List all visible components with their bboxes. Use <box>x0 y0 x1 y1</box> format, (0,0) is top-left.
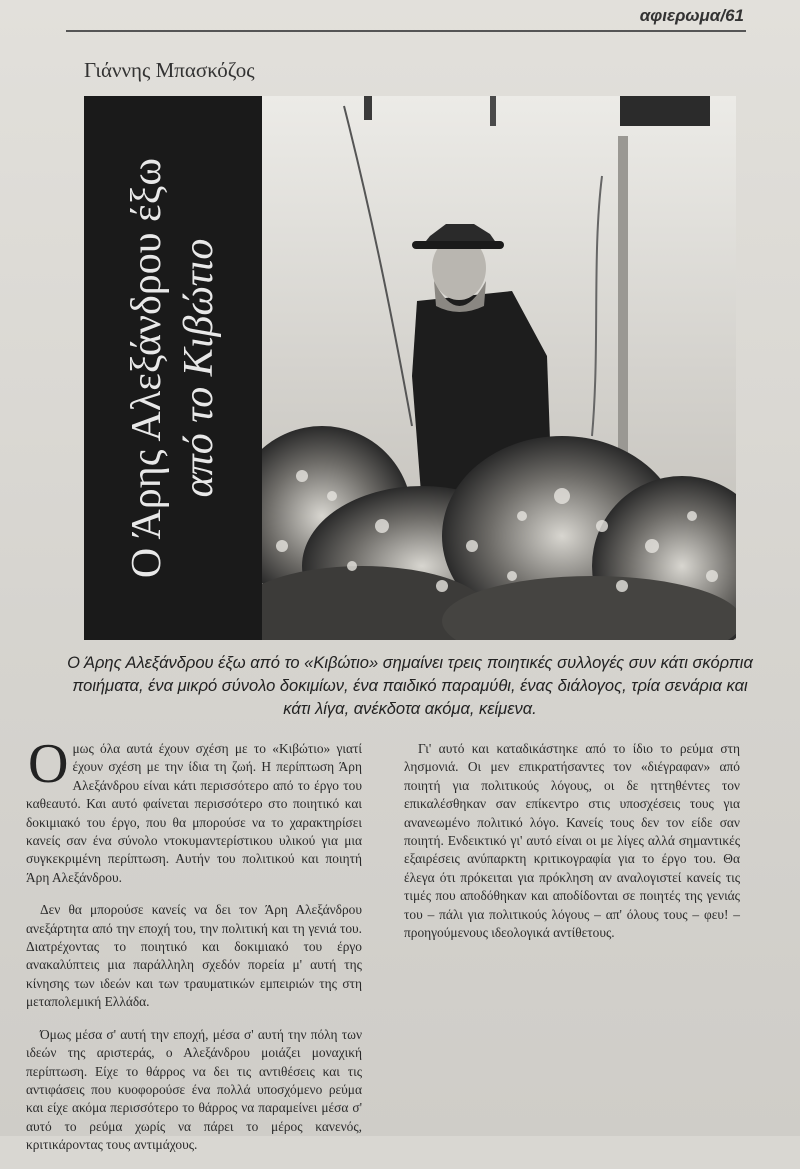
article-column-left <box>26 733 362 1169</box>
paragraph-1 <box>26 733 362 887</box>
drop-cap: Ο <box>28 733 69 795</box>
article-lead: Ο Άρης Αλεξάνδρου έξω από το «Κιβώτιο» σημαίνει τρεις ποιητικές συλλογές συν κάτι σκόρπια ποιήματα, ένα μικρό σύνολο δοκιμίων, ένα παιδικό παραμύθι, ένας διάλογος, τρία σενάρια και κάτι λίγα, ανέκδοτα ακόμα, κείμενα. <box>67 654 753 718</box>
author-name: Γιάννης Μπασκόζος <box>84 58 255 82</box>
header-rule <box>66 30 746 32</box>
title-line-1: Ο Άρης Αλεξάνδρου έξω <box>124 157 170 579</box>
section-page-label: αφιερωμα/61 <box>639 6 744 25</box>
photo-illustration <box>262 96 736 640</box>
paragraph-2: Δεν θα μπορούσε κανείς να δει τον Άρη Αλεξάνδρου ανεξάρτητα από την εποχή του, την πολιτική και τη γενιά του. Διατρέχοντας το ποιητικό και δοκιμιακό του έργο ανακαλύπτεις μια παράλληλη σχεδόν πορεία μ' αυτή της κίνησης των ιδεών και των τραυματικών εμπειριών της στη μεταπολεμική Ελλάδα. <box>26 902 362 1010</box>
paragraph-1-text: μως όλα αυτά έχουν σχέση με το «Κιβώτιο» γιατί έχουν σχέση με την ίδια τη ζωή. Η περίπτωση Άρη Αλεξάνδρου είναι κάτι περισσότερο από το έργο του καθεαυτό. Και αυτό φαίνεται περισσότερο στο ποιητικό και δοκιμιακό του έργο, που θα μπορούσε να το χαρακτηρίσει κανείς σαν ένα σύνολο ντοκυμαντερίστικου υλικού για μια συγκεκριμένη περίπτωση. Αυτήν του πολιτικού και ποιητή Άρη Αλεξάνδρου. <box>26 741 362 885</box>
paragraph-4: Γι' αυτό και καταδικάστηκε από το ίδιο το ρεύμα στη λησμονιά. Οι μεν επικρατήσαντες τον «διέγραφαν» από ποιητή για πολιτικούς λόγους, οι δε ηττηθέντες τον επικαλέσθηκαν σαν επίκεντρο στις υποσχέσεις τους για ανανεωμένο πολιτικό λόγο. Κανείς τους δεν τον είδε σαν ποιητή. Ενδεικτικό γι' αυτό είναι οι με λίγες αλλά σημαντικές εξαιρέσεις ανύπαρκτη κριτικογραφία για το έργο του. Θα έλεγα ότι πρόκειται για πρόκληση αν αναλογιστεί κανείς τις τιμές που αποδόθηκαν και αποδίδονται σε ποιητές της γενιάς του – πάλι για πολιτικούς λόγους – απ' όλους τους – φευ! – προηγούμενους ιδεολογικά αντίθετους. <box>404 741 740 941</box>
article-column-right <box>404 740 740 956</box>
paragraph-3: Όμως μέσα σ' αυτή την εποχή, μέσα σ' αυτή την πόλη των ιδεών της αριστεράς, ο Αλεξάνδρου μοιάζει μοναχική περίπτωση. Είχε το θάρρος να δει τις αντιθέσεις και τις αντιφάσεις που κυοφορούσε ένα πολλά υποσχόμενο ρεύμα και είχε ακόμα περισσότερο το θάρρος να παραμείνει μέσα σ' αυτό το ρεύμα χωρίς να πάρει το μέρος κανενός, κριτικάροντας τους αντιμάχους. <box>26 1026 362 1153</box>
article-photo <box>262 96 736 640</box>
title-line-2: από το Κιβώτιο <box>176 238 222 498</box>
title-panel <box>84 96 262 640</box>
article-title <box>121 103 225 633</box>
